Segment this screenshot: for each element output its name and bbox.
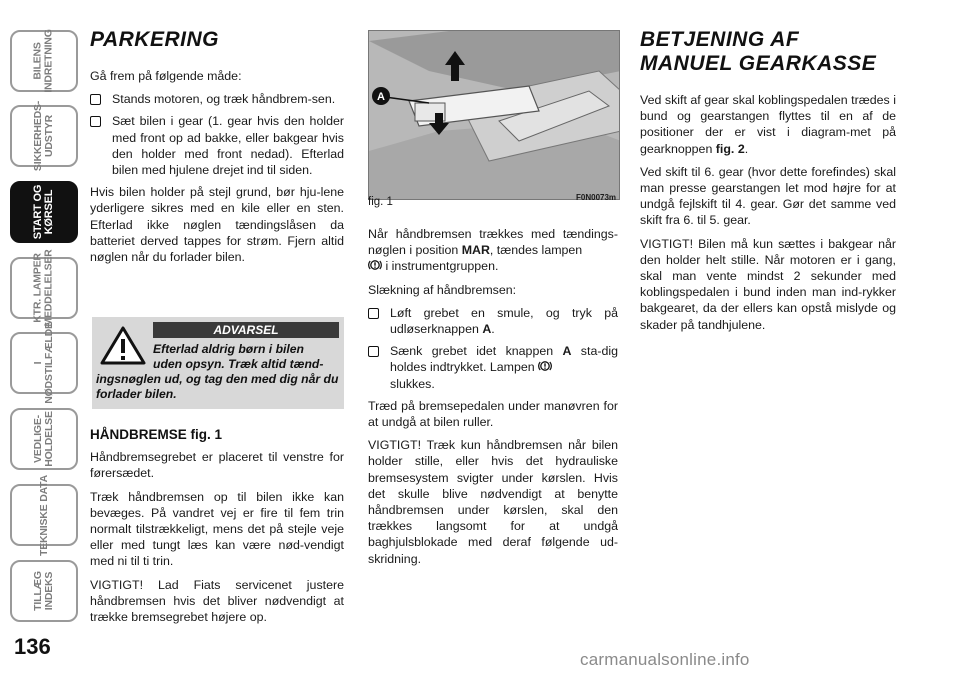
tab-label: START OG KØRSEL — [31, 184, 55, 240]
list-item — [368, 343, 618, 392]
text-span: Når håndbremsen trækkes med tændings-nøglen i position — [368, 227, 618, 258]
tab-tillaeg-indeks[interactable] — [10, 560, 78, 622]
text-span: . — [744, 141, 749, 156]
tab-ktr-lamper[interactable] — [10, 249, 78, 327]
column-gearkasse — [640, 28, 896, 340]
text-span: Ved skift af gear skal koblingspedalen trædes i bund og gearstangen flyttes til en af de positioner der er vist i diagram-met på gearknoppen — [640, 93, 896, 156]
text-span: slukkes. — [390, 376, 435, 391]
checkbox-bullet-icon — [90, 116, 101, 127]
gearkasse-paragraph-1 — [640, 92, 896, 157]
title-line-2: MANUEL GEARKASSE — [640, 52, 877, 75]
handbrake-illustration-icon — [369, 31, 620, 200]
list-item — [368, 305, 618, 337]
parkering-intro: Gå frem på følgende måde: — [90, 69, 242, 83]
warning-box — [92, 317, 344, 409]
figure-caption: fig. 1 — [368, 196, 393, 208]
tab-label: TILLÆG INDEKS — [31, 571, 55, 611]
tab-sikkerhedsudstyr[interactable] — [10, 100, 78, 172]
text-span: i instrumentgruppen. — [382, 259, 499, 274]
col2-paragraph-4: VIGTIGT! Træk kun håndbremsen når bilen holder stille, eller hvis det hydrauliske bremsesystem svigter under kørslen. Hvis det skulle blive nødvendigt at benytte håndbremsen under kørslen, skal den trækkes langsomt for at undgå baghjulsblokade med deraf følgende ud-skridning. — [368, 438, 618, 566]
tab-label: TEKNISKE DATA — [37, 474, 50, 556]
button-a-ref: A — [482, 322, 492, 337]
text-span: sta-dig holdes indtrykket. Lampen — [390, 344, 618, 375]
column-handbremse — [90, 427, 344, 632]
text-span: , tændes lampen — [489, 243, 583, 258]
handbremse-paragraph-2: Træk håndbremsen op til bilen ikke kan bevæges. På vandret vej er fire til fem trin normalt tilstrækkeligt, mens det på stejle veje eller med tungt læs kan være nød-vendigt med ni til ti trin. — [90, 489, 344, 569]
tab-label: BILENS INDRETNING — [32, 29, 55, 93]
section-title-parkering: PARKERING — [90, 28, 219, 51]
tab-label: VEDLIGE- HOLDELSE — [31, 411, 55, 467]
button-a-ref: A — [562, 344, 572, 359]
column-handbremse-continued — [368, 226, 618, 574]
col2-paragraph-1 — [368, 226, 618, 275]
page-number: 136 — [14, 634, 51, 659]
handbremse-paragraph-3: VIGTIGT! Lad Fiats servicenet justere håndbremsen hvis det bliver nødvendigt at trække bremsegrebet højere op. — [90, 577, 344, 625]
checkbox-bullet-icon — [368, 346, 379, 357]
handbremse-paragraph-1: Håndbremsegrebet er placeret til venstre for førersædet. — [90, 450, 344, 481]
column-parkering — [90, 28, 344, 272]
tab-start-og-korsel[interactable] — [10, 181, 78, 243]
position-mar: MAR — [461, 243, 490, 258]
col2-paragraph-3: Træd på bremsepedalen under manøvren for at undgå at bilen ruller. — [368, 398, 618, 430]
bullet-text: Sæt bilen i gear (1. gear hvis den holder med front op ad bakke, eller bakgear hvis den holder med front nedad). Efterlad bilen med hjulene drejet ind til siden. — [112, 114, 344, 178]
checkbox-bullet-icon — [368, 308, 379, 319]
checkbox-bullet-icon — [90, 94, 101, 105]
title-line-1: BETJENING AF — [640, 28, 800, 51]
figure-code: F0N0073m — [576, 193, 617, 202]
tab-bilens-indretning[interactable] — [10, 30, 78, 92]
tab-label: KTR. LAMPER MEDDELELSER — [32, 249, 56, 327]
section-title-gearkasse — [640, 28, 896, 76]
text-span: Sænk grebet idet knappen — [390, 344, 563, 359]
figure-label-a: A — [377, 91, 385, 103]
col2-paragraph-2: Slækning af håndbremsen: — [368, 282, 517, 297]
bullet-text — [390, 343, 618, 392]
gearkasse-paragraph-2: Ved skift til 6. gear (hvor dette forefindes) skal man presse gearstangen let mod højre for at undgå fejlskift til 4. gear. Gør det samme ved skift fra 6. til 5. gear. — [640, 164, 896, 228]
tab-tekniske-data[interactable] — [10, 474, 78, 556]
tab-label: SIKKERHEDS- UDSTYR — [32, 100, 55, 172]
list-item — [90, 113, 344, 178]
gearkasse-paragraph-3: VIGTIGT! Bilen må kun sættes i bakgear når den holder helt stille. Når motoren er i gang, skal man vente mindst 2 sekunder med koblingspedalen i bund inden man ind-rykker bakgearet, da der ellers kan opstå mislyde og skader på tandhjulene. — [640, 236, 896, 332]
brake-warning-lamp-icon — [538, 359, 552, 373]
warning-rest: ingsnøglen ud, og tag den med dig når du forlader bilen. — [96, 372, 339, 401]
bullet-text: Stands motoren, og træk håndbrem-sen. — [112, 92, 336, 107]
bullet-text — [390, 305, 618, 337]
chapter-sidebar — [0, 0, 82, 677]
warning-line-2: uden opsyn. Træk altid tænd- — [153, 357, 324, 371]
watermark: carmanualsonline.info — [580, 650, 750, 669]
tab-label: I NØDSTILFÆLDE — [32, 322, 56, 404]
text-span: . — [491, 322, 495, 337]
tab-nodstilfaelde[interactable] — [10, 322, 78, 404]
parkering-paragraph: Hvis bilen holder på stejl grund, bør hju-lene yderligere sikres med en kile eller en sten. Efterlad ikke nøglen tændingslåsen da batteriet derved tappes for strøm. Fjern altid nøglen når du forlader bilen. — [90, 185, 344, 265]
fig-reference: fig. 2 — [715, 141, 745, 156]
tab-vedligeholdelse[interactable] — [10, 408, 78, 470]
list-item — [90, 91, 344, 107]
subsection-title-handbremse: HÅNDBREMSE fig. 1 — [90, 427, 223, 442]
warning-line-1: Efterlad aldrig børn i bilen — [153, 342, 305, 356]
handbrake-figure — [368, 30, 620, 200]
warning-heading: ADVARSEL — [153, 322, 339, 338]
brake-warning-lamp-icon — [368, 258, 382, 272]
text-span: Løft grebet en smule, og tryk på udløserknappen — [390, 305, 618, 337]
warning-text — [96, 342, 340, 402]
